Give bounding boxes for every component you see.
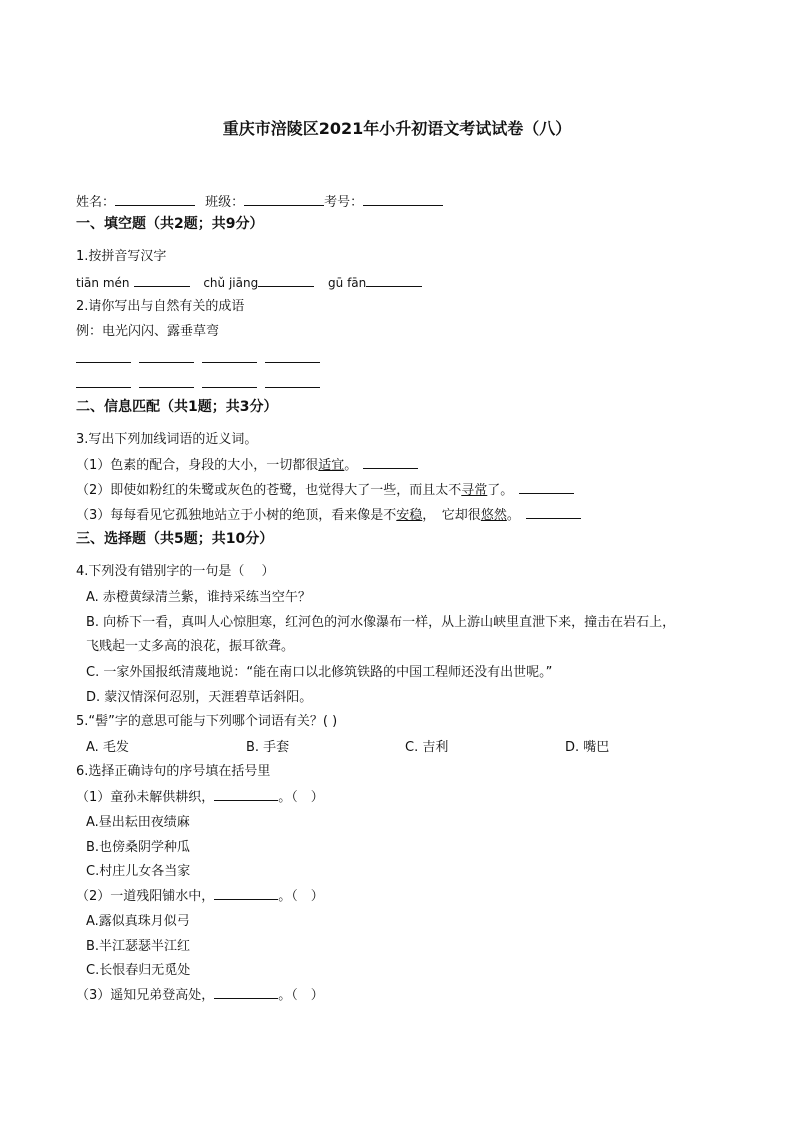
page-title: 重庆市涪陵区2021年小升初语文考试试卷（八）: [222, 119, 572, 138]
question-5-option-c[interactable]: C. 吉利: [405, 740, 449, 755]
idiom-blank[interactable]: [139, 375, 194, 388]
answer-bracket[interactable]: 。（ ）: [278, 790, 324, 805]
section-heading-1: 一、填空题（共2题；共9分）: [76, 216, 264, 232]
idiom-blank[interactable]: [265, 375, 320, 388]
pinyin-1: tiān mén: [76, 276, 130, 290]
underlined-word: 悠然: [480, 508, 507, 523]
part-stem: （3）遥知兄弟登高处，: [76, 988, 215, 1003]
question-3-stem: 3.写出下列加线词语的近义词。: [76, 432, 258, 447]
sentence-text: 了。: [487, 483, 514, 498]
sentence-text: ， 它却很: [422, 508, 481, 523]
question-6-part-3: [76, 986, 324, 1005]
question-6-part-1: [76, 788, 324, 807]
name-label: 姓名：: [76, 195, 116, 210]
sentence-text: （1）色素的配合，身段的大小，一切都很: [76, 458, 319, 473]
class-field[interactable]: [244, 193, 324, 206]
id-field[interactable]: [363, 193, 443, 206]
answer-blank[interactable]: [214, 887, 278, 900]
question-3-sentence-3: [76, 506, 581, 525]
question-6-2-option-b[interactable]: B.半江瑟瑟半江红: [86, 939, 191, 954]
question-6-1-option-b[interactable]: B.也傍桑阴学种瓜: [86, 840, 191, 855]
part-stem: （2）一道残阳铺水中，: [76, 889, 215, 904]
question-3-sentence-1: [76, 456, 418, 475]
idiom-blank[interactable]: [265, 350, 320, 363]
idiom-blanks-row-1: [76, 350, 328, 367]
question-1-stem: 1.按拼音写汉字: [76, 249, 167, 264]
student-info-row: [76, 193, 443, 212]
idiom-blank[interactable]: [76, 350, 131, 363]
answer-blank[interactable]: [214, 986, 278, 999]
section-heading-3: 三、选择题（共5题；共10分）: [76, 531, 274, 547]
pinyin-3: gū fān: [328, 276, 367, 290]
id-label: 考号：: [324, 195, 364, 210]
idiom-blank[interactable]: [76, 375, 131, 388]
answer-blank[interactable]: [363, 456, 418, 469]
answer-blank[interactable]: [526, 506, 581, 519]
question-5-option-d[interactable]: D. 嘴巴: [565, 740, 610, 755]
idiom-blank[interactable]: [202, 375, 257, 388]
question-4-option-c[interactable]: C. 一家外国报纸清蔑地说：“能在南口以北修筑铁路的中国工程师还没有出世呢。”: [86, 665, 553, 680]
sentence-text: （2）即使如粉红的朱鹭或灰色的苍鹭，也觉得大了一些，而且太不: [76, 483, 462, 498]
idiom-blank[interactable]: [202, 350, 257, 363]
sentence-text: （3）每每看见它孤独地站立于小树的绝顶，看来像是不: [76, 508, 397, 523]
answer-bracket[interactable]: 。（ ）: [278, 988, 324, 1003]
answer-blank[interactable]: [519, 481, 574, 494]
name-field[interactable]: [115, 193, 195, 206]
question-6-1-option-c[interactable]: C.村庄儿女各当家: [86, 864, 191, 879]
answer-bracket[interactable]: 。（ ）: [278, 889, 324, 904]
underlined-word: 适宜: [318, 458, 345, 473]
underlined-word: 寻常: [461, 483, 488, 498]
sentence-text: 。: [344, 458, 358, 473]
question-4-stem: 4.下列没有错别字的一句是（ ）: [76, 564, 275, 579]
idiom-blanks-row-2: [76, 375, 328, 392]
question-1-pinyin-row: [76, 274, 422, 292]
answer-blank-1[interactable]: [134, 274, 190, 287]
part-stem: （1）童孙未解供耕织，: [76, 790, 215, 805]
underlined-word: 安稳: [396, 508, 423, 523]
answer-blank-3[interactable]: [366, 274, 422, 287]
answer-blank-2[interactable]: [258, 274, 314, 287]
class-label: 班级：: [205, 195, 245, 210]
question-2-stem: 2.请你写出与自然有关的成语: [76, 299, 245, 314]
question-5-option-b[interactable]: B. 手套: [246, 740, 290, 755]
sentence-text: 。: [506, 508, 520, 523]
question-6-1-option-a[interactable]: A.昼出耘田夜绩麻: [86, 815, 190, 830]
question-5-option-a[interactable]: A. 毛发: [86, 740, 129, 755]
question-6-2-option-c[interactable]: C.长恨春归无觅处: [86, 963, 191, 978]
question-6-part-2: [76, 887, 324, 906]
question-6-stem: 6.选择正确诗句的序号填在括号里: [76, 764, 271, 779]
question-5-stem: 5.“髻”字的意思可能与下列哪个词语有关？( ): [76, 714, 338, 729]
question-6-2-option-a[interactable]: A.露似真珠月似弓: [86, 914, 190, 929]
question-4-option-b-cont: 飞贱起一丈多高的浪花，振耳欲聋。: [86, 639, 295, 654]
question-4-option-d[interactable]: D. 蒙汉情深何忍别，天涯碧草话斜阳。: [86, 690, 313, 705]
idiom-blank[interactable]: [139, 350, 194, 363]
question-4-option-a[interactable]: A. 赤橙黄绿清兰紫，谁持采练当空午？: [86, 590, 311, 605]
question-4-option-b[interactable]: B. 向桥下一看，真叫人心惊胆寒，红河色的河水像瀑布一样，从上游山峡里直泄下来，撞击在岩石上，: [86, 615, 676, 630]
question-3-sentence-2: [76, 481, 574, 500]
pinyin-2: chǔ jiāng: [203, 276, 259, 290]
answer-blank[interactable]: [214, 788, 278, 801]
question-2-example: 例：电光闪闪、露垂草弯: [76, 324, 220, 339]
section-heading-2: 二、信息匹配（共1题；共3分）: [76, 399, 278, 415]
